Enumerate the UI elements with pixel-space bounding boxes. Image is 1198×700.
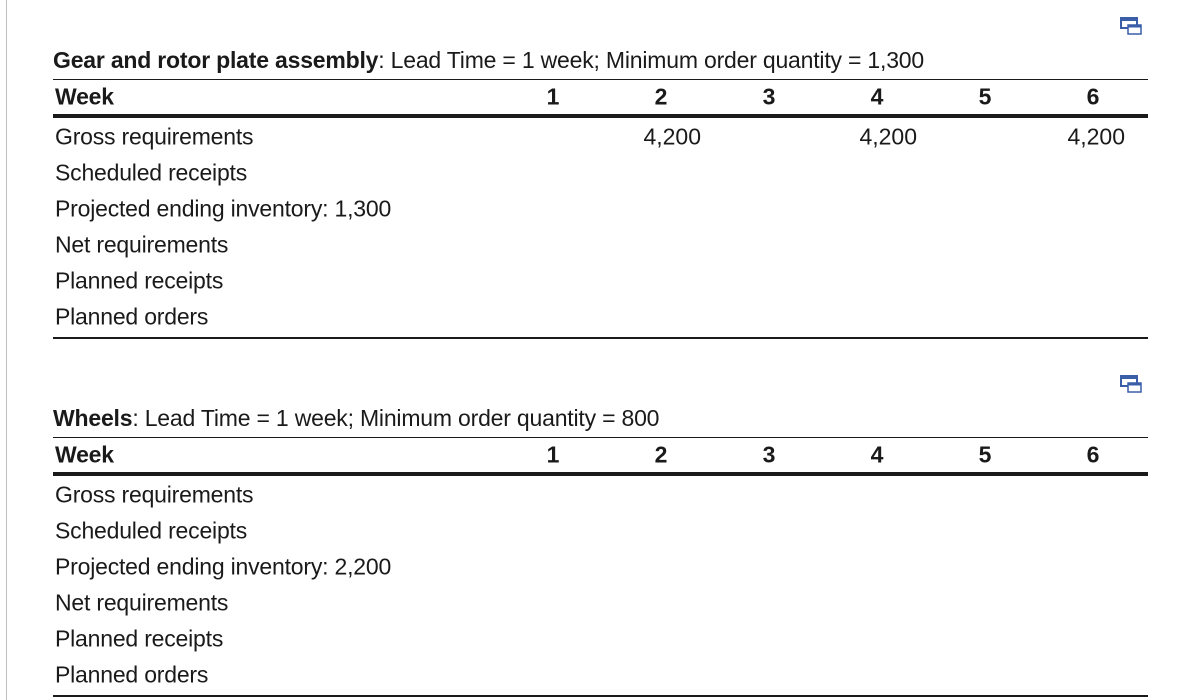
gear-mrp-table (53, 46, 1148, 339)
table-row (53, 549, 1148, 585)
week-number: 1 (546, 83, 560, 110)
week-number: 2 (654, 83, 668, 110)
table-row (53, 263, 1148, 299)
table-heading (53, 46, 1148, 74)
table-row (53, 227, 1148, 263)
row-label: Planned receipts (55, 625, 224, 652)
table-row (53, 657, 1148, 693)
item-name: Wheels (53, 405, 133, 431)
row-label: Planned orders (55, 661, 209, 688)
row-label: Scheduled receipts (55, 517, 248, 544)
table-cell[interactable]: 4,200 (859, 123, 917, 150)
week-header-row (53, 438, 1148, 472)
popout-window-icon[interactable] (1120, 374, 1142, 394)
row-label: Net requirements (55, 231, 229, 258)
table-row (53, 477, 1148, 513)
week-number: 6 (1086, 83, 1100, 110)
row-label: Net requirements (55, 589, 229, 616)
week-number: 4 (870, 441, 884, 468)
item-name: Gear and rotor plate assembly (53, 47, 379, 73)
week-number: 2 (654, 441, 668, 468)
table-row (53, 621, 1148, 657)
week-label: Week (55, 441, 114, 468)
row-label: Gross requirements (55, 481, 254, 508)
table-row (53, 585, 1148, 621)
week-number: 5 (978, 83, 992, 110)
row-label: Gross requirements (55, 123, 254, 150)
table-cell[interactable]: 4,200 (643, 123, 701, 150)
table-cell[interactable]: 4,200 (1067, 123, 1125, 150)
row-label: Planned orders (55, 303, 209, 330)
row-label: Projected ending inventory: 2,200 (55, 553, 392, 580)
table-row (53, 299, 1148, 335)
week-number: 6 (1086, 441, 1100, 468)
week-number: 1 (546, 441, 560, 468)
table-bottom-rule (53, 337, 1148, 339)
row-label: Projected ending inventory: 1,300 (55, 195, 392, 222)
table-row (53, 513, 1148, 549)
table-heading (53, 404, 1148, 432)
week-number: 4 (870, 83, 884, 110)
item-details: : Lead Time = 1 week; Minimum order quantity = 800 (132, 405, 660, 431)
wheels-mrp-table (53, 404, 1148, 697)
item-details: : Lead Time = 1 week; Minimum order quantity = 1,300 (378, 47, 924, 73)
week-number: 5 (978, 441, 992, 468)
popout-window-icon[interactable] (1120, 16, 1142, 36)
week-header-row (53, 80, 1148, 114)
row-label: Scheduled receipts (55, 159, 248, 186)
row-label: Planned receipts (55, 267, 224, 294)
table-row (53, 191, 1148, 227)
week-number: 3 (762, 441, 776, 468)
frame-border (6, 0, 7, 700)
table-row (53, 155, 1148, 191)
table-row (53, 119, 1148, 155)
table-bottom-rule (53, 695, 1148, 697)
week-label: Week (55, 83, 114, 110)
week-number: 3 (762, 83, 776, 110)
